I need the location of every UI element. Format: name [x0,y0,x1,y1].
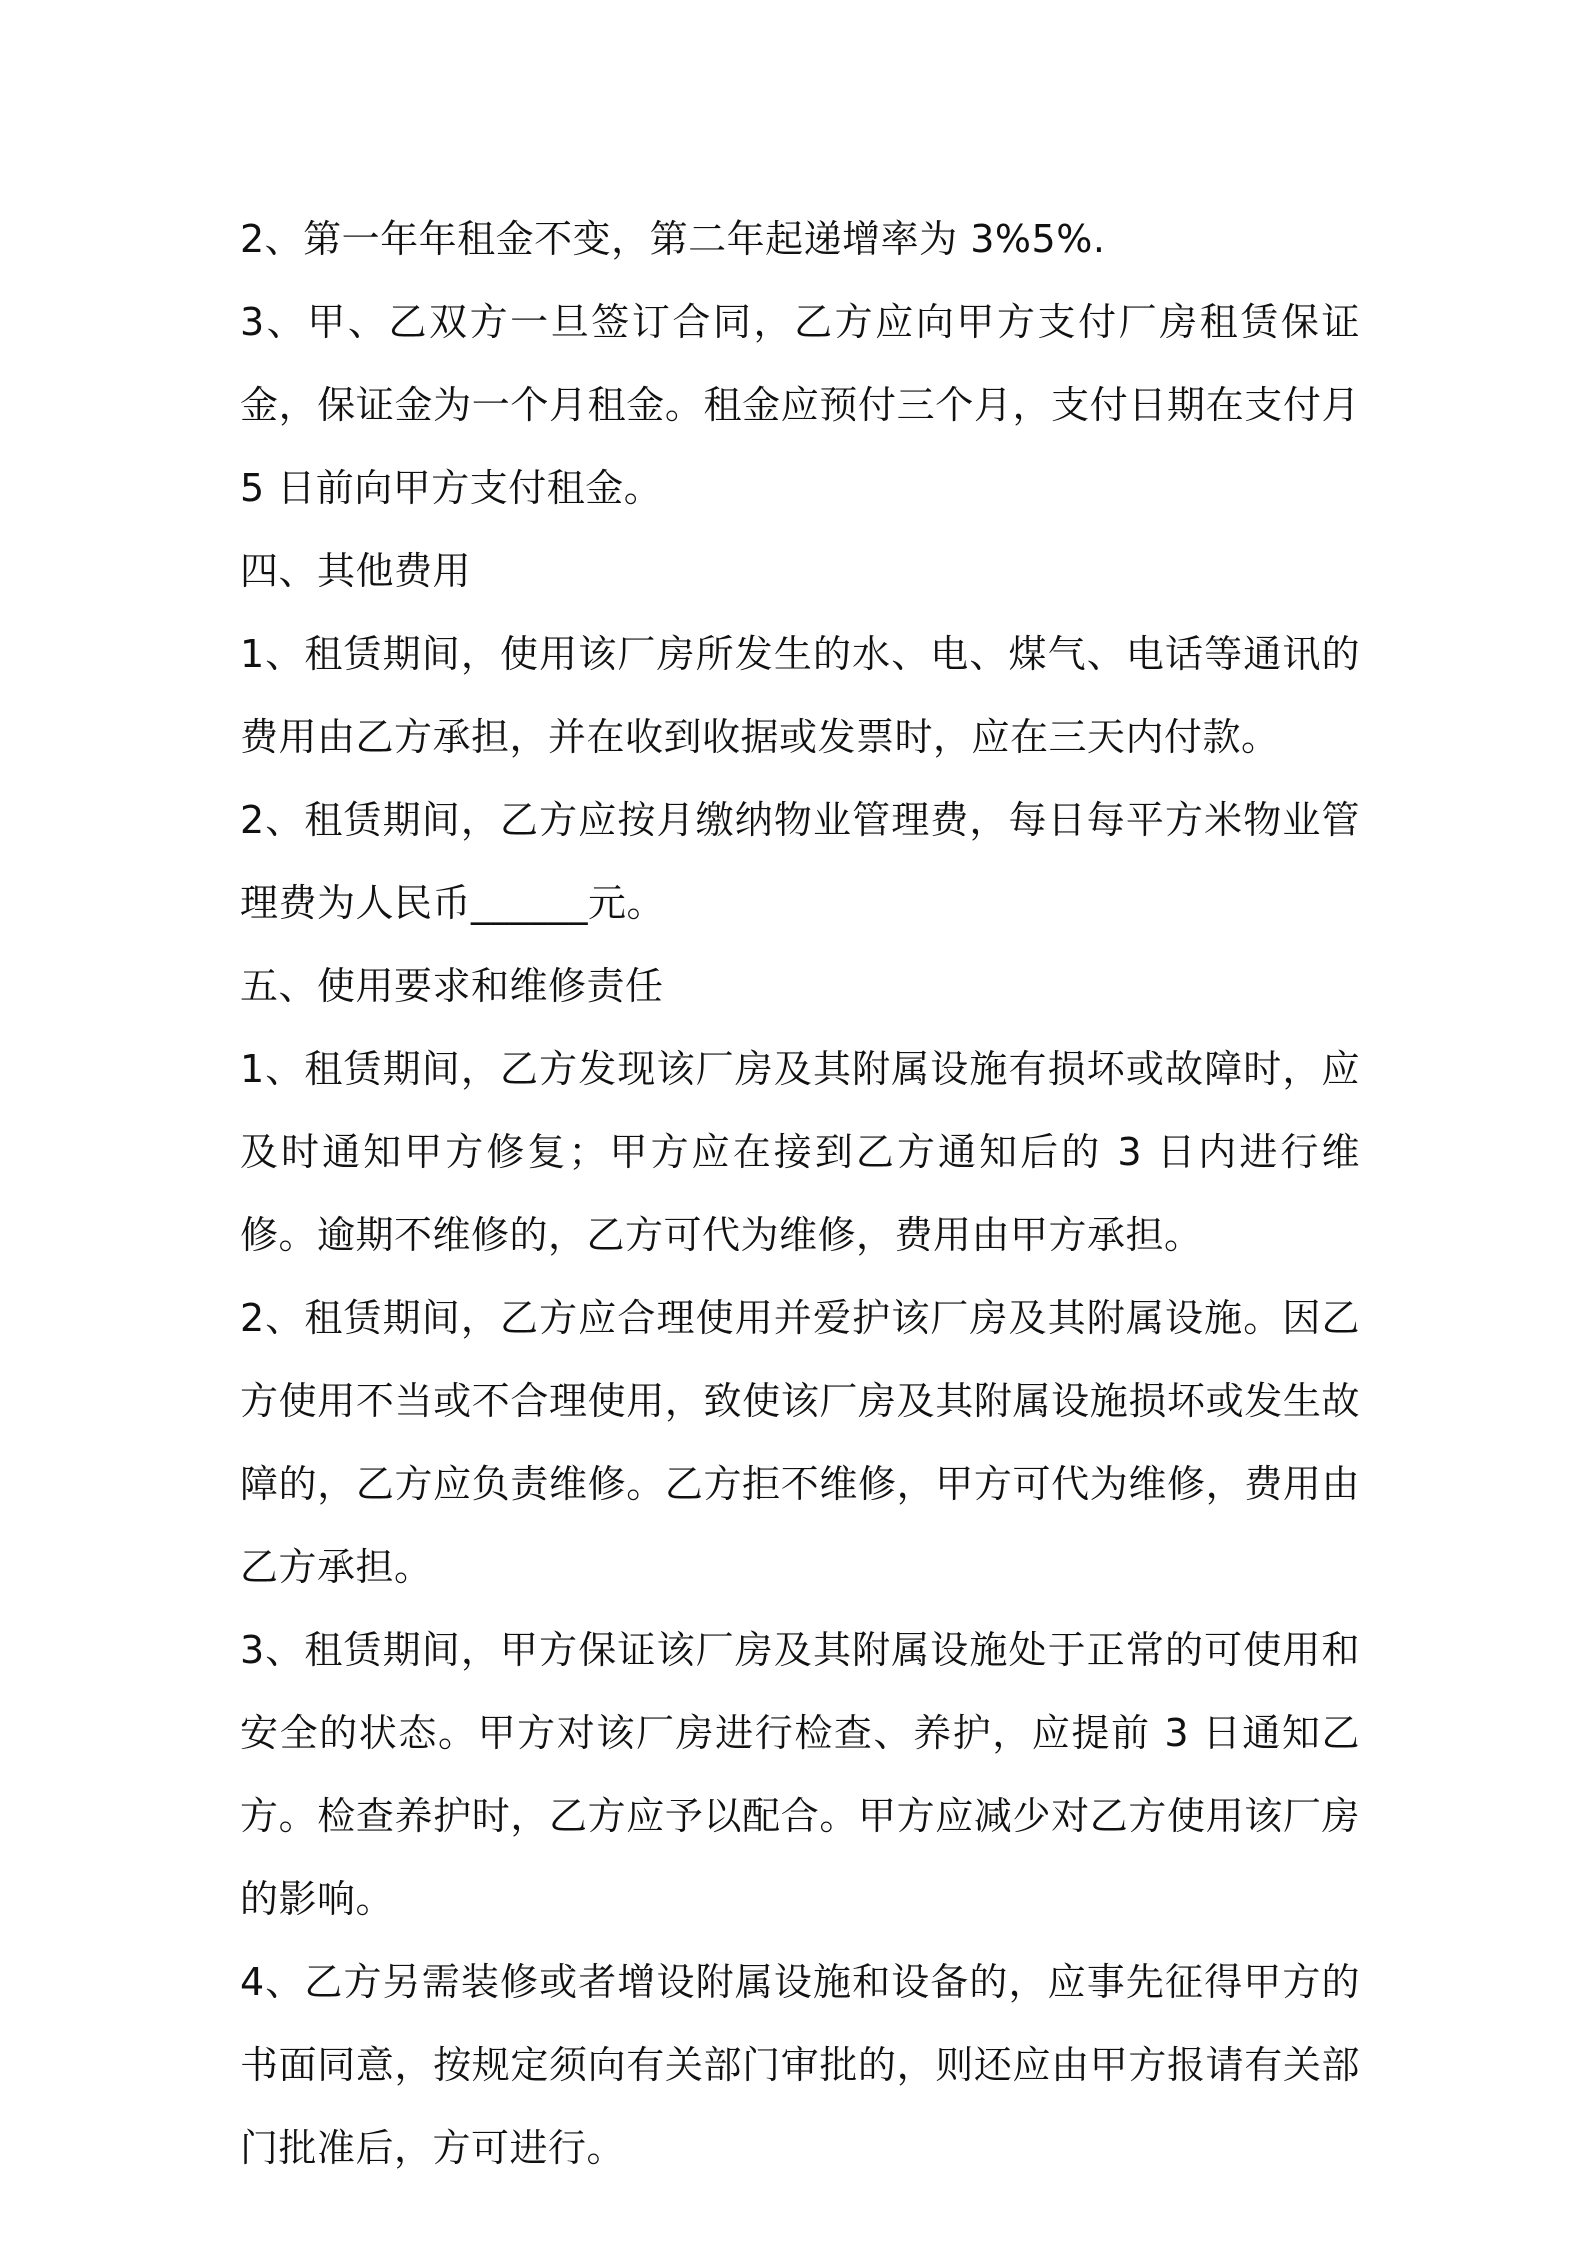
document-body [240,198,1360,2190]
paragraph-proper-use: 2、租赁期间，乙方应合理使用并爱护该厂房及其附属设施。因乙方使用不当或不合理使用，致使该厂房及其附属设施损坏或发生故障的，乙方应负责维修。乙方拒不维修，甲方可代为维修，费用由乙方承担。 [240,1296,1360,1589]
section-heading-other-fees: 四、其他费用 [240,549,472,593]
paragraph-rent-increase: 2、第一年年租金不变，第二年起递增率为 3%5%. [240,217,1106,261]
paragraph-utilities: 1、租赁期间，使用该厂房所发生的水、电、煤气、电话等通讯的费用由乙方承担，并在收到收据或发票时，应在三天内付款。 [240,632,1360,759]
paragraph-renovation: 4、乙方另需装修或者增设附属设施和设备的，应事先征得甲方的书面同意，按规定须向有关部门审批的，则还应由甲方报请有关部门批准后，方可进行。 [240,1960,1360,2170]
paragraph-property-fee: 2、租赁期间，乙方应按月缴纳物业管理费，每日每平方米物业管理费为人民币______元。 [240,798,1360,925]
paragraph-repair-notice: 1、租赁期间，乙方发现该厂房及其附属设施有损坏或故障时，应及时通知甲方修复；甲方应在接到乙方通知后的 3 日内进行维修。逾期不维修的，乙方可代为维修，费用由甲方承担。 [240,1047,1360,1257]
section-heading-maintenance: 五、使用要求和维修责任 [240,964,664,1008]
paragraph-security-deposit: 3、甲、乙双方一旦签订合同，乙方应向甲方支付厂房租赁保证金，保证金为一个月租金。租金应预付三个月，支付日期在支付月 5 日前向甲方支付租金。 [240,300,1360,510]
paragraph-safety-inspection: 3、租赁期间，甲方保证该厂房及其附属设施处于正常的可使用和安全的状态。甲方对该厂房进行检查、养护，应提前 3 日通知乙方。检查养护时，乙方应予以配合。甲方应减少对乙方使用该厂房的影响。 [240,1628,1360,1921]
